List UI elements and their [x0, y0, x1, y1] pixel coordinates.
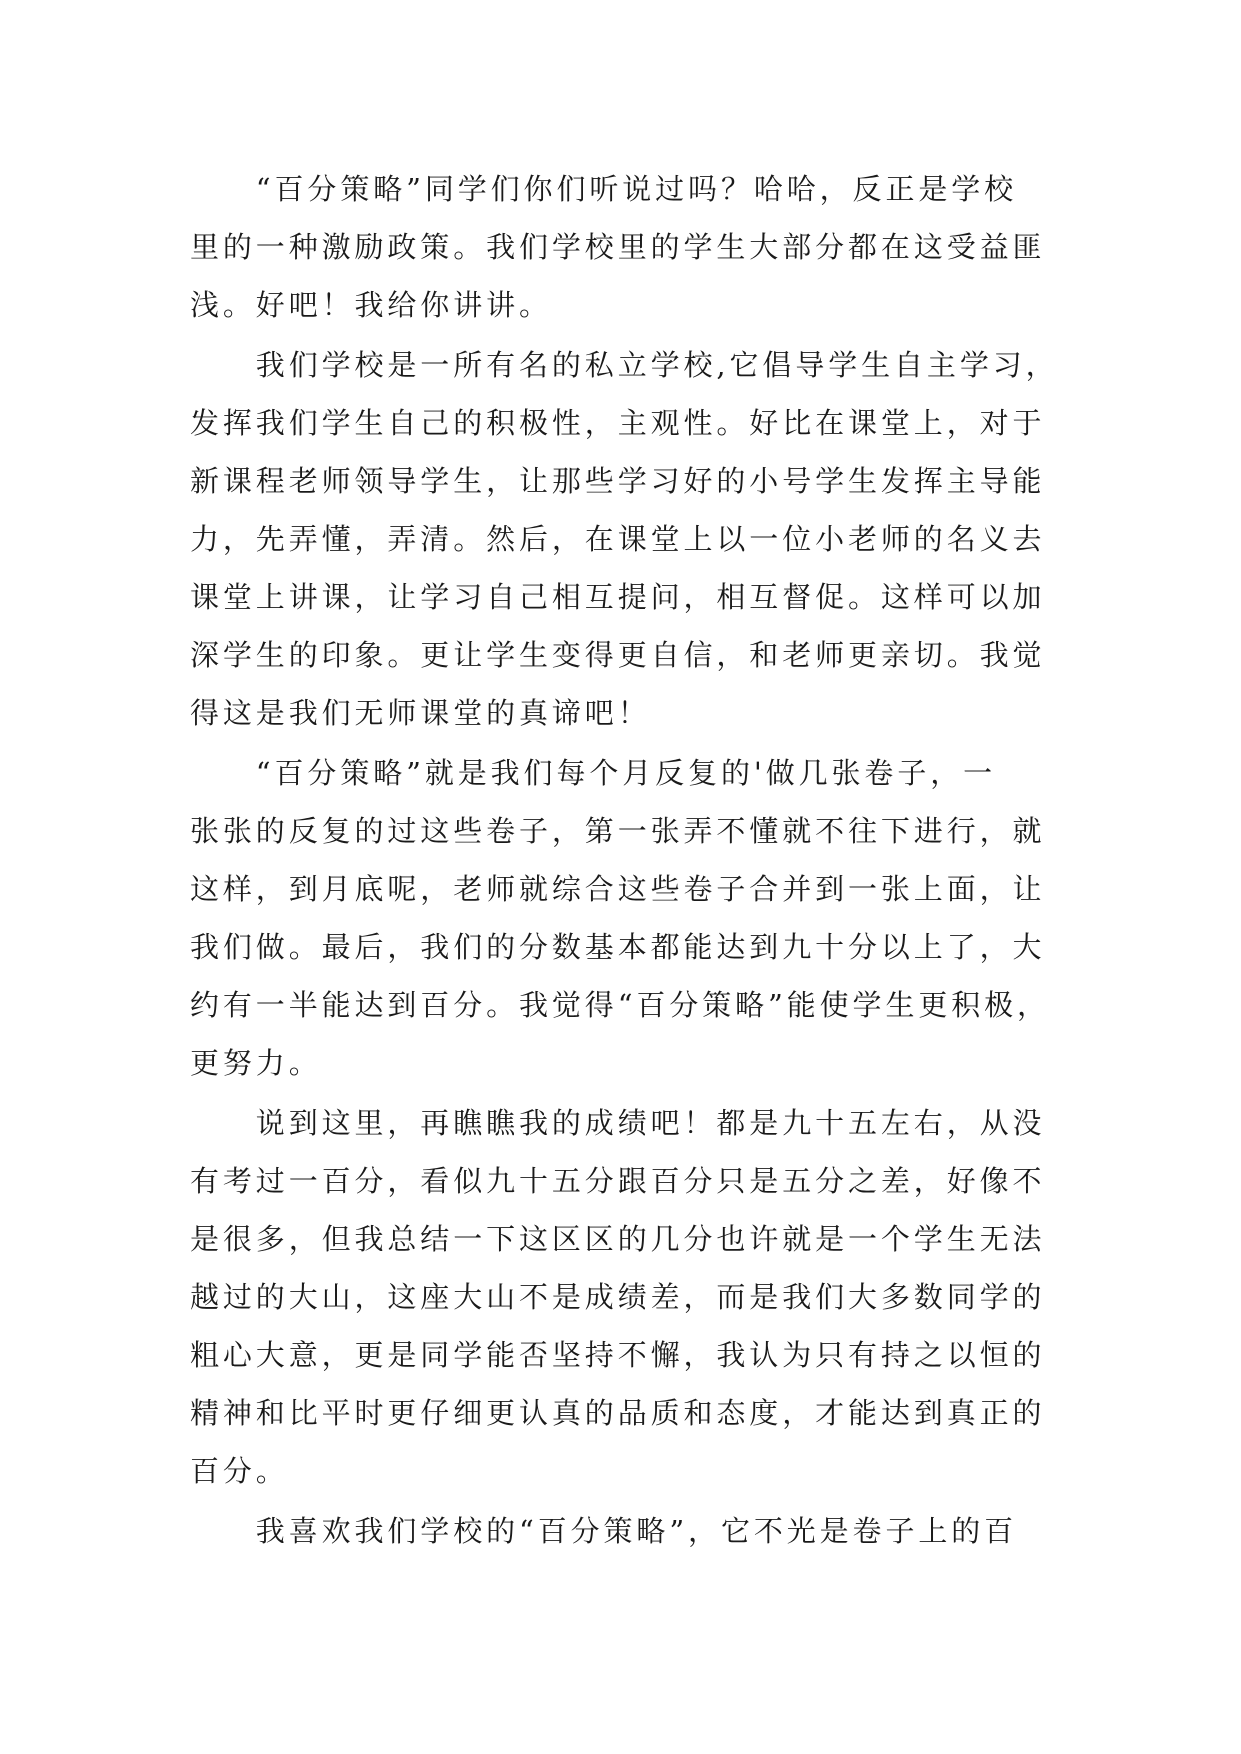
text-line: 精神和比平时更仔细更认真的品质和态度，才能达到真正的 [190, 1396, 1046, 1430]
text-line: 这样，到月底呢，老师就综合这些卷子合并到一张上面，让 [190, 872, 1046, 906]
text-line: 得这是我们无师课堂的真谛吧！ [190, 696, 651, 730]
text-line: 我们做。最后，我们的分数基本都能达到九十分以上了，大 [190, 930, 1046, 964]
text-line: 粗心大意，更是同学能否坚持不懈，我认为只有持之以恒的 [190, 1338, 1046, 1372]
text-line: 里的一种激励政策。我们学校里的学生大部分都在这受益匪 [190, 230, 1046, 264]
text-line: 浅。好吧！我给你讲讲。 [190, 288, 552, 322]
text-line: “百分策略”同学们你们听说过吗？哈哈，反正是学校 [190, 172, 1018, 206]
paragraph-1 [190, 160, 1050, 334]
text-line: 力，先弄懂，弄清。然后，在课堂上以一位小老师的名义去 [190, 522, 1046, 556]
essay-body [190, 160, 1059, 1560]
text-line: 我们学校是一所有名的私立学校,它倡导学生自主学习， [190, 348, 1059, 382]
paragraph-2 [190, 336, 1059, 742]
paragraph-5 [190, 1502, 1050, 1560]
text-line: 更努力。 [190, 1046, 322, 1080]
text-line: 深学生的印象。更让学生变得更自信，和老师更亲切。我觉 [190, 638, 1046, 672]
text-line: 课堂上讲课，让学习自己相互提问，相互督促。这样可以加 [190, 580, 1046, 614]
text-line: 百分。 [190, 1454, 289, 1488]
text-line: 约有一半能达到百分。我觉得“百分策略”能使学生更积极， [190, 988, 1050, 1022]
text-line: 张张的反复的过这些卷子，第一张弄不懂就不往下进行，就 [190, 814, 1046, 848]
text-line: 发挥我们学生自己的积极性，主观性。好比在课堂上，对于 [190, 406, 1046, 440]
text-line: 越过的大山，这座大山不是成绩差，而是我们大多数同学的 [190, 1280, 1046, 1314]
text-line: 新课程老师领导学生，让那些学习好的小号学生发挥主导能 [190, 464, 1046, 498]
text-line: 说到这里，再瞧瞧我的成绩吧！都是九十五左右，从没 [190, 1106, 1046, 1140]
text-line: 我喜欢我们学校的“百分策略”，它不光是卷子上的百 [190, 1514, 1018, 1548]
text-line: “百分策略”就是我们每个月反复的'做几张卷子，一 [190, 756, 997, 790]
text-line: 有考过一百分，看似九十五分跟百分只是五分之差，好像不 [190, 1164, 1046, 1198]
paragraph-4 [190, 1094, 1050, 1500]
paragraph-3 [190, 744, 1050, 1092]
text-line: 是很多，但我总结一下这区区的几分也许就是一个学生无法 [190, 1222, 1046, 1256]
